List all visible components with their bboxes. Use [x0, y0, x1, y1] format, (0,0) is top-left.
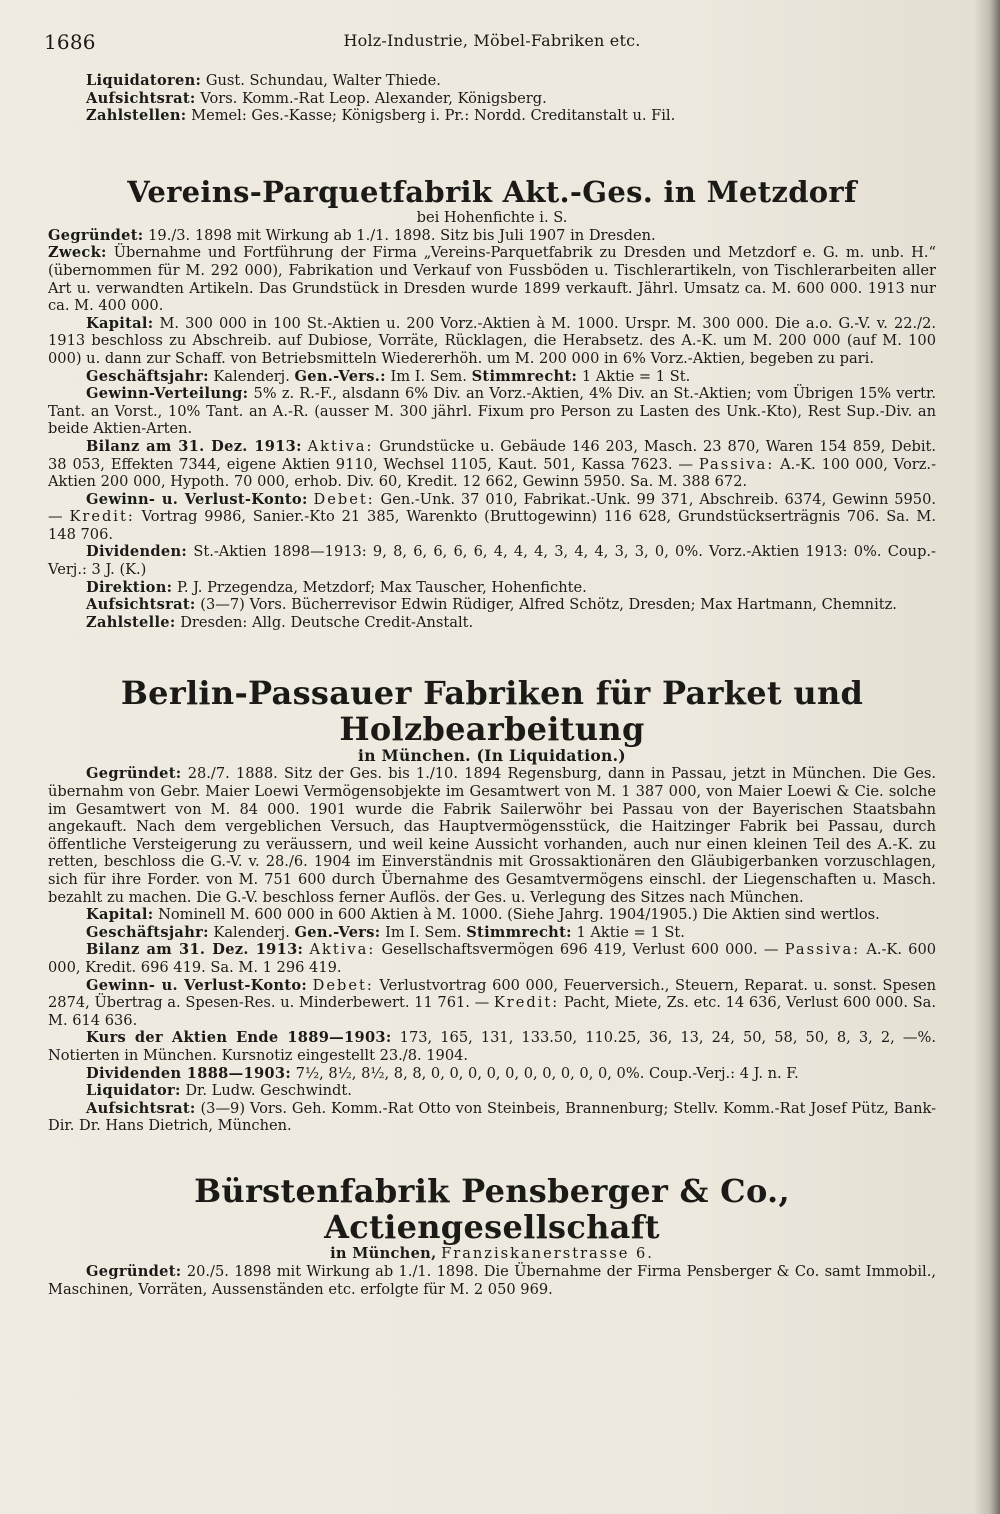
entry-berlin-passauer-fabriken: [48, 675, 936, 1134]
dividenden: Dividenden 1888—1903: 7½, 8½, 8½, 8, 8, 0, 0, 0, 0, 0, 0, 0, 0, 0, 0, 0%. Coup.-Verj.: 4 J. n. F.: [86, 1064, 799, 1082]
gegruendet: Gegründet: 20./5. 1898 mit Wirkung ab 1./1. 1898. Die Übernahme der Firma Pensberger & Co. samt Immobil., Maschinen, Vorräten, Aussenständen etc. erfolgte für M. 2 050 969.: [48, 1262, 936, 1298]
aufsichtsrat: Aufsichtsrat: (3—9) Vors. Geh. Komm.-Rat Otto von Steinbeis, Brannenburg; Stellv. Komm.-Rat Josef Pütz, Bank-Dir. Dr. Hans Dietrich, München.: [48, 1099, 937, 1135]
entry-buerstenfabrik-pensberger: [48, 1173, 936, 1298]
kapital: Kapital: M. 300 000 in 100 St.-Aktien u. 200 Vorz.-Aktien à M. 1000. Urspr. M. 300 000. Die a.o. G.-V. v. 22./2. 1913 beschloss zu Abschreib. auf Dubiose, Vorräte, Rücklagen, die Herabsetz. des A.-K. um M. 200 000 (auf M. 100 000) u. dann zur Schaff. von Betriebsmitteln Wiedererhöh. um M. 200 000 in 6% Vorz.-Aktien, begeben zu pari.: [48, 314, 936, 367]
page-content: [48, 72, 936, 1298]
prev-zahlstellen: Zahlstellen: Memel: Ges.-Kasse; Königsberg i. Pr.: Nordd. Creditanstalt u. Fil.: [86, 107, 676, 125]
bilanz: Bilanz am 31. Dez. 1913: Aktiva: Gesellschaftsvermögen 696 419, Verlust 600 000. — Passiva: A.-K. 600 000, Kredit. 696 419. Sa. M. 1 296 419.: [48, 941, 937, 976]
zweck: Zweck: Übernahme und Fortführung der Firma „Vereins-Parquetfabrik zu Dresden und Metzdorf e. G. m. unb. H.“ (übernommen für M. 292 000), Fabrikation und Verkauf von Fussböden u. Tischlerartikeln, von Tischlerarbeiten aller Art u. verwandten Artikeln. Das Grundstück in Dresden wurde 1899 verkauft. Jährl. Umsatz ca. M. 600 000. 1913 nur ca. M. 400 000.: [48, 244, 936, 315]
gewinn-verteilung: Gewinn-Verteilung: 5% z. R.-F., alsdann 6% Div. an Vorz.-Aktien, 4% Div. an St.-Aktien; vom Übrigen 15% vertr. Tant. an Vorst., 10% Tant. an A.-R. (ausser M. 300 jährl. Fixum pro Person zu Lasten des Unk.-Kto), Rest Sup.-Div. an beide Aktien-Arten.: [48, 385, 936, 438]
gewinn-verlust-konto: Gewinn- u. Verlust-Konto: Debet: Gen.-Unk. 37 010, Fabrikat.-Unk. 99 371, Abschreib. 6374, Gewinn 5950. — Kredit: Vortrag 9986, Sanier.-Kto 21 385, Warenkto (Bruttogewinn) 116 628, Grundstückserträgnis 706. Sa. M. 148 706.: [48, 490, 937, 543]
entry-title: Berlin-Passauer Fabriken für Parket und Holzbearbeitung: [120, 674, 864, 749]
kapital: Kapital: Nominell M. 600 000 in 600 Aktien à M. 1000. (Siehe Jahrg. 1904/1905.) Die Aktien sind wertlos.: [86, 906, 880, 924]
prev-liquidatoren: Liquidatoren: Gust. Schundau, Walter Thiede.: [86, 72, 441, 89]
gewinn-verlust-konto: Gewinn- u. Verlust-Konto: Debet: Verlustvortrag 600 000, Feuerversich., Steuern, Reparat. u. sonst. Spesen 2874, Übertrag a. Spesen-Res. u. Minderbewert. 11 761. — Kredit: Pacht, Miete, Zs. etc. 14 636, Verlust 600 000. Sa. M. 614 636.: [48, 976, 937, 1029]
entry-vereins-parquetfabrik: [48, 175, 936, 632]
aufsichtsrat: Aufsichtsrat: (3—7) Vors. Bücherrevisor Edwin Rüdiger, Alfred Schötz, Dresden; Max Hartmann, Chemnitz.: [86, 596, 897, 614]
entry-location: in München. (In Liquidation.): [358, 746, 626, 766]
geschaeftsjahr: Geschäftsjahr: Kalenderj. Gen.-Vers: Im I. Sem. Stimmrecht: 1 Aktie = 1 St.: [86, 923, 685, 941]
entry-location: in München, Franziskanerstrasse 6.: [330, 1244, 654, 1262]
kurs-der-aktien: Kurs der Aktien Ende 1889—1903: 173, 165, 131, 133.50, 110.25, 36, 13, 24, 50, 58, 50, 8, 3, 2, —%. Notierten in München. Kursnotiz eingestellt 23./8. 1904.: [48, 1029, 937, 1064]
gegruendet: Gegründet: 19./3. 1898 mit Wirkung ab 1./1. 1898. Sitz bis Juli 1907 in Dresden.: [48, 226, 656, 244]
prev-aufsichtsrat: Aufsichtsrat: Vors. Komm.-Rat Leop. Alexander, Königsberg.: [86, 89, 547, 107]
entry-title: Bürstenfabrik Pensberger & Co., Actiengesellschaft: [194, 1171, 790, 1246]
gegruendet: Gegründet: 28./7. 1888. Sitz der Ges. bis 1./10. 1894 Regensburg, dann in Passau, jetzt in München. Die Ges. übernahm von Gebr. Maier Loewi Vermögensobjekte im Gesamtwert von M. 1 387 000, von Maier Loewi & Cie. solche im Gesamtwert von M. 84 000. 1901 wurde die Fabrik Sailerwöhr bei Passau von der Bayerischen Staatsbahn angekauft. Nach dem vergeblichen Versuch, das Hauptvermögensstück, die Haitzinger Fabrik bei Passau, durch öffentliche Versteigerung zu veräussern, und weil keine Aussicht vorhanden, auch nur einen kleinen Teil des A.-K. zu retten, beschloss die G.-V. v. 28./6. 1904 im Einverständnis mit Grossaktionären den Gläubigerbanken vorzuschlagen, sich für ihre Forder. von M. 751 600 durch Übernahme des Gesamtvermögens einschl. der Liegenschaften u. Masch. bezahlt zu machen. Die G.-V. beschloss ferner Auflös. der Ges. u. Verlegung des Sitzes nach München.: [48, 765, 936, 906]
direktion: Direktion: P. J. Przegendza, Metzdorf; Max Tauscher, Hohenfichte.: [86, 578, 587, 596]
entry-title: Vereins-Parquetfabrik Akt.-Ges. in Metzdorf: [127, 174, 857, 209]
page-number: 1686: [44, 30, 96, 54]
running-head: Holz-Industrie, Möbel-Fabriken etc.: [343, 31, 641, 50]
zahlstelle: Zahlstelle: Dresden: Allg. Deutsche Credit-Anstalt.: [86, 613, 474, 631]
entry-location: bei Hohenfichte i. S.: [416, 208, 568, 226]
previous-entry-tail: [48, 72, 936, 125]
page-header: [44, 30, 940, 56]
liquidator: Liquidator: Dr. Ludw. Geschwindt.: [86, 1082, 352, 1100]
geschaeftsjahr: Geschäftsjahr: Kalenderj. Gen.-Vers.: Im I. Sem. Stimmrecht: 1 Aktie = 1 St.: [86, 367, 691, 385]
bilanz: Bilanz am 31. Dez. 1913: Aktiva: Grundstücke u. Gebäude 146 203, Masch. 23 870, Waren 154 859, Debit. 38 053, Effekten 7344, eigene Aktien 9110, Wechsel 1105, Kaut. 501, Kassa 7623. — Passiva: A.-K. 100 000, Vorz.-Aktien 200 000, Hypoth. 70 000, erhob. Div. 60, Kredit. 12 662, Gewinn 5950. Sa. M. 388 672.: [48, 437, 937, 491]
book-spine-shadow: [974, 0, 1000, 1514]
dividenden: Dividenden: St.-Aktien 1898—1913: 9, 8, 6, 6, 6, 6, 4, 4, 4, 3, 4, 4, 3, 3, 0, 0%. Vorz.-Aktien 1913: 0%. Coup.-Verj.: 3 J. (K.): [48, 543, 936, 579]
